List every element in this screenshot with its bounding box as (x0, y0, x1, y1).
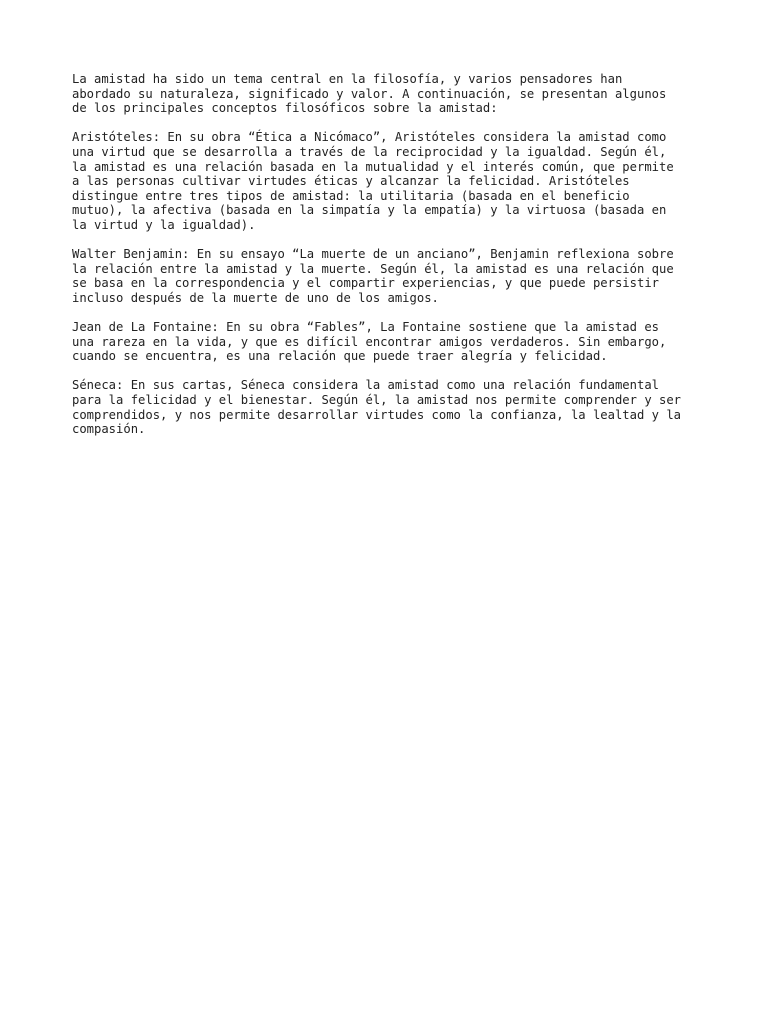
la-fontaine-paragraph: Jean de La Fontaine: En su obra “Fables”, La Fontaine sostiene que la amistad es una rareza en la vida, y que es difícil encontrar amigos verdaderos. Sin embargo, cuando se encuentra, es una relación que puede traer alegría y felicidad. (72, 320, 667, 364)
seneca-paragraph: Séneca: En sus cartas, Séneca considera la amistad como una relación fundamental para la felicidad y el bienestar. Según él, la amistad nos permite comprender y ser comprendidos, y nos permite desarrollar virtudes como la confianza, la lealtad y la compasión. (72, 378, 682, 437)
intro-paragraph: La amistad ha sido un tema central en la filosofía, y varios pensadores han abordado su naturaleza, significado y valor. A continuación, se presentan algunos de los principales conceptos filosóficos sobre la amistad: (72, 72, 667, 116)
aristoteles-paragraph: Aristóteles: En su obra “Ética a Nicómaco”, Aristóteles considera la amistad como una virtud que se desarrolla a través de la reciprocidad y la igualdad. Según él, la amistad es una relación basada en la mutualidad y el interés común, que permite a las personas cultivar virtudes éticas y alcanzar la felicidad. Aristóteles distingue entre tres tipos de amistad: la utilitaria (basada en el beneficio mutuo), la afectiva (basada en la simpatía y la empatía) y la virtuosa (basada en la virtud y la igualdad). (72, 130, 674, 232)
document-body (72, 72, 712, 451)
benjamin-paragraph: Walter Benjamin: En su ensayo “La muerte de un anciano”, Benjamin reflexiona sobre la relación entre la amistad y la muerte. Según él, la amistad es una relación que se basa en la correspondencia y el compartir experiencias, y que puede persistir incluso después de la muerte de uno de los amigos. (72, 247, 674, 305)
